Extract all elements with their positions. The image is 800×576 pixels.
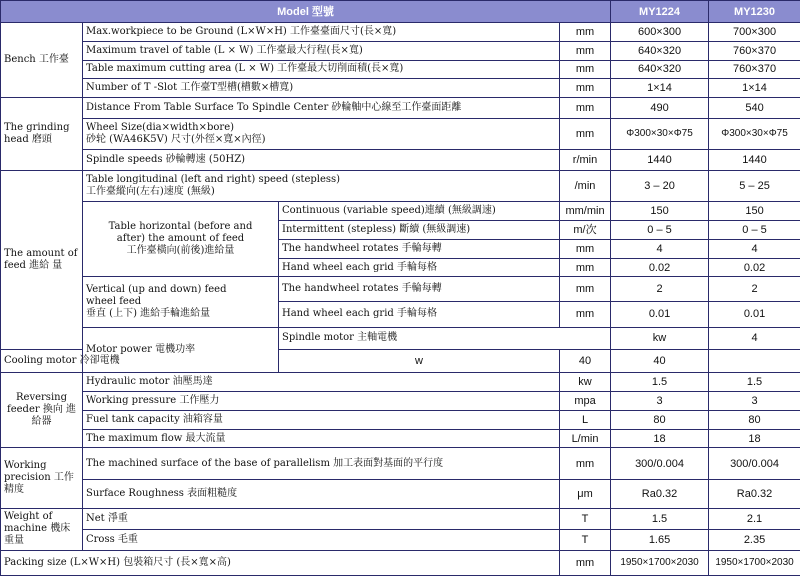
model-my1224: MY1224 (611, 1, 709, 23)
table-row (1, 98, 800, 119)
table-row (1, 327, 800, 350)
row-value-my1230: 0.02 (709, 258, 800, 277)
row-value-my1230: 1.5 (709, 373, 800, 392)
table-row (1, 41, 800, 60)
row-unit: mm (560, 302, 611, 327)
row-value-my1224: 640×320 (611, 41, 709, 60)
row-unit: m/次 (560, 221, 611, 240)
row-value-my1230: 3 (709, 392, 800, 411)
row-value-my1230: 760×370 (709, 60, 800, 79)
group-bench: Bench 工作臺 (1, 23, 83, 98)
row-value-my1230: 2.35 (709, 529, 800, 550)
row-value-my1230: 0.01 (709, 302, 800, 327)
group-motor-power: Motor power 電機功率 (83, 327, 279, 373)
row-value-my1224: 3 (611, 392, 709, 411)
table-row (1, 479, 800, 508)
table-row (1, 202, 800, 221)
row-label: Hand wheel each grid 手輪每格 (279, 258, 560, 277)
row-value-my1230: 540 (709, 98, 800, 119)
table-row (1, 23, 800, 42)
row-unit: mm (560, 258, 611, 277)
row-value-my1224: 150 (611, 202, 709, 221)
row-unit: r/min (560, 150, 611, 171)
row-value-my1224: 1.65 (611, 529, 709, 550)
row-value-my1224: 40 (560, 350, 611, 373)
row-label: Hydraulic motor 油壓馬達 (83, 373, 560, 392)
row-unit: kw (611, 327, 709, 350)
row-value-my1230: Φ300×30×Φ75 (709, 118, 800, 149)
row-value-my1230: 4 (709, 239, 800, 258)
row-value-my1224: 2 (611, 277, 709, 302)
group-working-precision: Working precision 工作精度 (1, 448, 83, 509)
row-value-my1224: 1.5 (611, 373, 709, 392)
row-label: Cross 毛重 (83, 529, 560, 550)
row-unit: mm/min (560, 202, 611, 221)
row-value-my1224: 300/0.004 (611, 448, 709, 479)
row-value-my1224: 4 (709, 327, 800, 350)
row-value-my1224: 1.5 (611, 508, 709, 529)
row-label: Max.workpiece to be Ground (L×W×H) 工作臺臺面尺寸(長×寬) (83, 23, 560, 42)
row-label: Fuel tank capacity 油箱容量 (83, 410, 560, 429)
row-value-my1224: 0.02 (611, 258, 709, 277)
row-unit: w (279, 350, 560, 373)
row-value-my1224: 600×300 (611, 23, 709, 42)
table-row (1, 150, 800, 171)
table-row (1, 79, 800, 98)
row-value-my1230: 150 (709, 202, 800, 221)
row-value-my1230: 760×370 (709, 41, 800, 60)
row-value-my1224: 4 (611, 239, 709, 258)
row-label: Continuous (variable speed)連續 (無級調速) (279, 202, 560, 221)
row-label: The machined surface of the base of parallelism 加工表面對基面的平行度 (83, 448, 560, 479)
row-label: The handwheel rotates 手輪每轉 (279, 277, 560, 302)
row-value-my1230: 0 – 5 (709, 221, 800, 240)
row-unit: mm (560, 448, 611, 479)
row-value-my1230: 5 – 25 (709, 171, 800, 202)
row-label: Surface Roughness 表面粗糙度 (83, 479, 560, 508)
row-value-my1224: 1950×1700×2030 (611, 550, 709, 575)
row-value-my1230: 40 (611, 350, 709, 373)
table-row (1, 392, 800, 411)
table-row (1, 277, 800, 302)
row-unit: mm (560, 239, 611, 258)
row-label: Spindle speeds 砂輪轉速 (50HZ) (83, 150, 560, 171)
row-label: Spindle motor 主軸電機 (279, 327, 611, 350)
row-value-my1230: 300/0.004 (709, 448, 800, 479)
row-label: Cooling motor 冷卻電機 (1, 350, 279, 373)
row-unit: mm (560, 550, 611, 575)
row-value-my1230: Ra0.32 (709, 479, 800, 508)
table-row (1, 60, 800, 79)
row-label: Wheel Size(dia×width×bore) 砂轮 (WA46K5V) 尺寸(外徑×寬×內徑) (83, 118, 560, 149)
row-value-my1224: 80 (611, 410, 709, 429)
row-value-my1224: Φ300×30×Φ75 (611, 118, 709, 149)
row-label: The handwheel rotates 手輪每轉 (279, 239, 560, 258)
row-value-my1230: 1950×1700×2030 (709, 550, 800, 575)
row-value-my1230: 2.1 (709, 508, 800, 529)
row-label: Packing size (L×W×H) 包裝箱尺寸 (長×寬×高) (1, 550, 560, 575)
row-unit: mm (560, 98, 611, 119)
row-value-my1224: 3 – 20 (611, 171, 709, 202)
row-label: Table longitudinal (left and right) speed (stepless) 工作臺縱向(左右)速度 (無級) (83, 171, 560, 202)
table-row (1, 508, 800, 529)
row-unit: T (560, 508, 611, 529)
row-value-my1230: 1440 (709, 150, 800, 171)
row-value-my1224: 18 (611, 429, 709, 448)
row-unit: T (560, 529, 611, 550)
row-label: Maximum travel of table (L × W) 工作臺最大行程(長×寬) (83, 41, 560, 60)
table-row (1, 373, 800, 392)
row-unit: mm (560, 277, 611, 302)
row-value-my1224: 0.01 (611, 302, 709, 327)
row-unit: L/min (560, 429, 611, 448)
row-unit: mm (560, 60, 611, 79)
row-value-my1224: 640×320 (611, 60, 709, 79)
row-value-my1224: 0 – 5 (611, 221, 709, 240)
row-value-my1230: 1×14 (709, 79, 800, 98)
row-unit: kw (560, 373, 611, 392)
row-label: Hand wheel each grid 手輪每格 (279, 302, 560, 327)
model-my1230: MY1230 (709, 1, 800, 23)
model-header: Model 型號 (1, 1, 611, 23)
group-feed: The amount of feed 進給 量 (1, 171, 83, 350)
row-unit: mm (560, 118, 611, 149)
table-row (1, 118, 800, 149)
row-label: Net 淨重 (83, 508, 560, 529)
table-row (1, 448, 800, 479)
row-unit: L (560, 410, 611, 429)
header-row (1, 1, 800, 23)
row-label: Intermittent (stepless) 斷續 (無級調速) (279, 221, 560, 240)
table-row (1, 529, 800, 550)
row-value-my1230: 18 (709, 429, 800, 448)
row-label: Table maximum cutting area (L × W) 工作臺最大切削面積(長×寬) (83, 60, 560, 79)
row-value-my1224: 1440 (611, 150, 709, 171)
row-label: Distance From Table Surface To Spindle Center 砂輪軸中心線至工作臺面距離 (83, 98, 560, 119)
table-row (1, 429, 800, 448)
table-row (1, 550, 800, 575)
subgroup-vertical-feed: Vertical (up and down) feed wheel feed 垂直 (上下) 進給手輪進給量 (83, 277, 279, 327)
row-value-my1230: 80 (709, 410, 800, 429)
row-unit: mpa (560, 392, 611, 411)
row-value-my1224: 490 (611, 98, 709, 119)
group-weight: Weight of machine 機床重量 (1, 508, 83, 550)
row-unit: mm (560, 79, 611, 98)
subgroup-horizontal-feed: Table horizontal (before and after) the amount of feed 工作臺橫向(前後)進給量 (83, 202, 279, 277)
group-reversing-feeder: Reversing feeder 換向 進給器 (1, 373, 83, 448)
group-grinding-head: The grinding head 磨頭 (1, 98, 83, 171)
row-unit: μm (560, 479, 611, 508)
row-value-my1230: 700×300 (709, 23, 800, 42)
row-label: The maximum flow 最大流量 (83, 429, 560, 448)
row-unit: mm (560, 23, 611, 42)
row-label: Working pressure 工作壓力 (83, 392, 560, 411)
table-row (1, 410, 800, 429)
row-unit: /min (560, 171, 611, 202)
row-unit: mm (560, 41, 611, 60)
row-value-my1224: Ra0.32 (611, 479, 709, 508)
table-row (1, 171, 800, 202)
row-value-my1224: 1×14 (611, 79, 709, 98)
row-label: Number of T -Slot 工作臺T型槽(槽數×槽寬) (83, 79, 560, 98)
row-value-my1230: 2 (709, 277, 800, 302)
